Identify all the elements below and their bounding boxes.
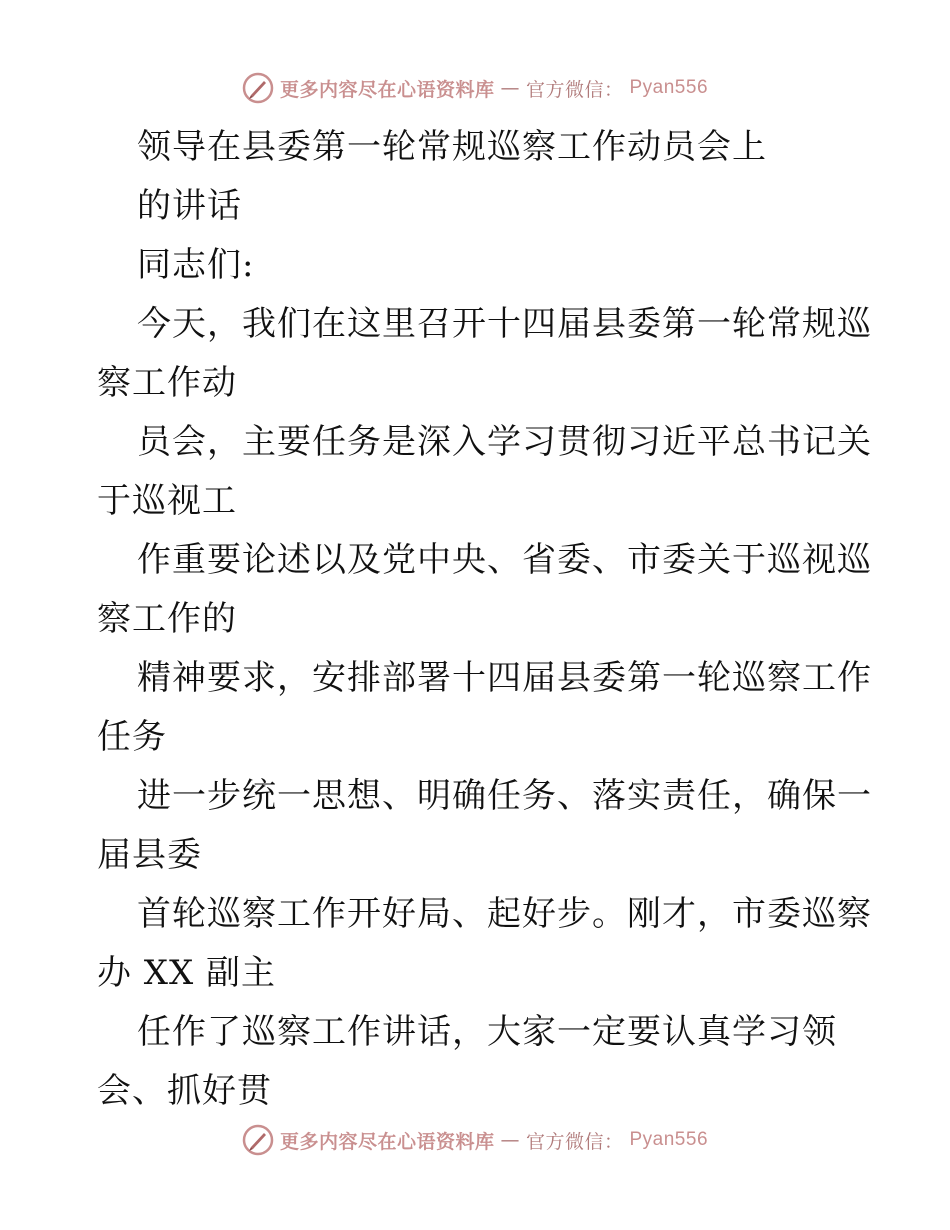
paragraph-continuation: 察工作的	[97, 599, 237, 639]
paragraph-text: 的讲话	[137, 186, 242, 226]
paragraph	[97, 767, 872, 885]
watermark-main-text: 更多内容尽在心语资料库	[279, 1130, 495, 1153]
paragraph-continuation: 于巡视工	[97, 481, 237, 521]
paragraph-continuation: 会、抓好贯	[97, 1071, 272, 1111]
paragraph-salutation	[97, 236, 857, 295]
footer-watermark	[0, 1118, 950, 1162]
paragraph	[97, 1003, 857, 1121]
paragraph-text: 同志们:	[137, 245, 255, 285]
paragraph	[97, 413, 872, 531]
paragraph-text: 员会，主要任务是深入学习贯彻习近平总书记关	[137, 422, 872, 462]
quill-pen-icon	[242, 72, 274, 104]
document-body	[97, 118, 872, 1121]
paragraph	[97, 531, 872, 649]
watermark-separator: —	[500, 77, 520, 99]
paragraph-text: 首轮巡察工作开好局、起好步。刚才，市委巡察	[137, 894, 872, 934]
paragraph-continuation: 届县委	[97, 835, 202, 875]
watermark-wechat-label: 官方微信：	[525, 78, 624, 101]
watermark-separator: —	[500, 1129, 520, 1151]
paragraph-text: 作重要论述以及党中央、省委、市委关于巡视巡	[137, 540, 872, 580]
header-watermark	[0, 66, 950, 110]
paragraph	[97, 295, 872, 413]
paragraph-continuation: 办 XX 副主	[97, 953, 277, 993]
paragraph-text: 进一步统一思想、明确任务、落实责任，确保一	[137, 776, 872, 816]
paragraph	[97, 649, 872, 767]
paragraph-continuation: 任务	[97, 717, 167, 757]
watermark-wechat-label: 官方微信：	[525, 1130, 624, 1153]
paragraph-text: 任作了巡察工作讲话，大家一定要认真学习领	[137, 1012, 837, 1052]
paragraph-title-line-2	[97, 177, 857, 236]
quill-pen-icon	[242, 1124, 274, 1156]
watermark-main-text: 更多内容尽在心语资料库	[279, 78, 495, 101]
paragraph	[97, 885, 872, 1003]
paragraph-text: 今天，我们在这里召开十四届县委第一轮常规巡	[137, 304, 872, 344]
paragraph-continuation: 察工作动	[97, 363, 237, 403]
paragraph-text: 领导在县委第一轮常规巡察工作动员会上	[137, 127, 767, 167]
watermark-wechat-id: Pyan556	[629, 1129, 709, 1150]
paragraph-text: 精神要求，安排部署十四届县委第一轮巡察工作	[137, 658, 872, 698]
watermark-wechat-id: Pyan556	[629, 77, 709, 98]
paragraph-title-line-1	[97, 118, 857, 177]
